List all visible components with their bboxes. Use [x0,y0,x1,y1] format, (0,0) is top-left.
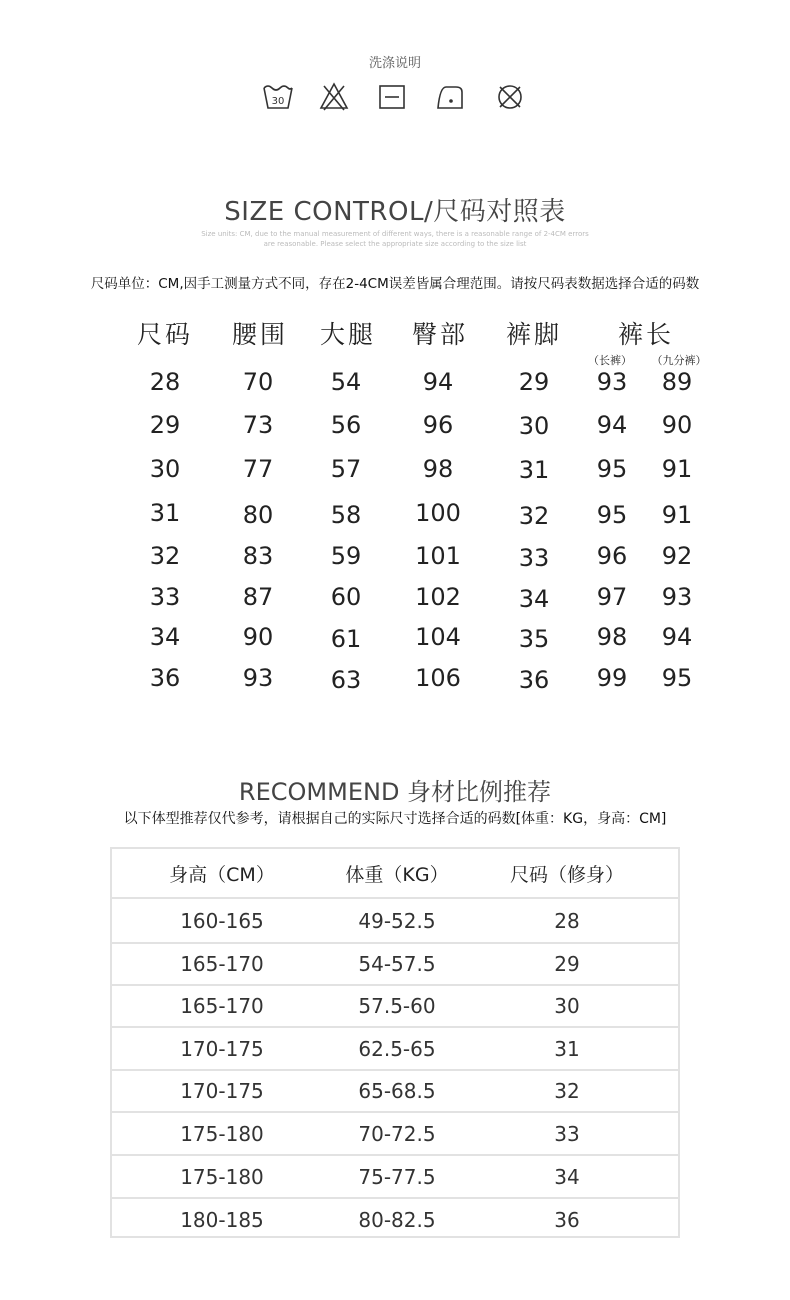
size-cell: 31 [518,456,550,484]
washing-title: 洗涤说明 [368,56,421,71]
header-length: 裤长 [617,320,675,349]
size-cell: 99 [596,664,628,692]
recommend-weight-cell: 80-82.5 [358,1208,436,1232]
header-height: 身高（CM） [169,863,275,886]
recommend-weight-cell: 49-52.5 [358,908,436,933]
recommend-row [112,1071,678,1113]
size-cell: 83 [242,542,274,570]
recommend-weight-cell: 57.5-60 [358,994,436,1018]
size-cell: 93 [596,368,628,396]
recommend-table [110,847,680,1238]
size-cell: 73 [242,411,274,439]
size-cell: 90 [661,411,693,439]
header-leg-opening: 裤脚 [505,320,563,349]
recommend-header-row [112,849,678,899]
size-cell: 89 [661,368,693,396]
size-cell: 92 [661,542,693,570]
recommend-height-cell: 170-175 [180,1036,264,1061]
recommend-size-cell: 30 [554,994,580,1018]
size-cell: 29 [518,368,550,396]
no-bleach-icon [318,78,350,114]
recommend-size-cell: 33 [554,1121,580,1146]
size-cell: 98 [596,623,628,651]
dry-flat-icon [376,78,408,114]
size-cell: 58 [330,501,362,529]
size-cell: 34 [149,623,181,651]
size-cell: 36 [149,664,181,692]
recommend-row [112,899,678,944]
recommend-weight-cell: 65-68.5 [358,1079,436,1103]
size-cell: 63 [330,666,362,694]
recommend-size-cell: 32 [554,1079,580,1103]
size-cell: 95 [596,455,628,483]
size-cell: 34 [518,585,550,613]
iron-low-icon [434,78,466,114]
size-cell: 100 [415,499,461,527]
size-cell: 29 [149,411,181,439]
size-cell: 33 [518,544,550,572]
washing-icons [262,78,532,118]
recommend-weight-cell: 62.5-65 [358,1036,436,1061]
recommend-row [112,1156,678,1199]
size-cell: 90 [242,623,274,651]
header-weight: 体重（KG） [345,863,449,886]
wash-30-icon [262,78,294,114]
size-cell: 32 [149,542,181,570]
size-cell: 93 [661,583,693,611]
recommend-row [112,944,678,986]
size-cell: 98 [422,455,454,483]
recommend-weight-cell: 75-77.5 [358,1164,436,1189]
size-cell: 77 [242,455,274,483]
header-slim-size: 尺码（修身） [509,863,624,886]
size-cell: 95 [661,664,693,692]
recommend-row [112,1113,678,1156]
size-cell: 95 [596,501,628,529]
size-cell: 57 [330,455,362,483]
sub-header-cropped-length: （九分裤） [651,354,707,367]
recommend-size-cell: 29 [554,952,580,976]
recommend-note: 以下体型推荐仅代参考，请根据自己的实际尺寸选择合适的码数[体重：KG，身高：CM] [123,811,667,827]
size-fine-print-line-1: Size units: CM, due to the manual measurement of different ways, there is a reasonable range of 2-4CM errors [201,230,589,238]
header-waist: 腰围 [231,320,289,349]
recommend-height-cell: 175-180 [180,1121,264,1146]
size-cell: 31 [149,499,181,527]
recommend-height-cell: 165-170 [180,952,264,976]
recommend-height-cell: 180-185 [180,1208,264,1232]
recommend-height-cell: 175-180 [180,1164,264,1189]
recommend-size-cell: 34 [554,1164,580,1189]
size-cell: 61 [330,625,362,653]
size-unit-note: 尺码单位：CM,因手工测量方式不同，存在2-4CM误差皆属合理范围。请按尺码表数据选择合适的码数 [90,276,700,292]
size-cell: 93 [242,664,274,692]
header-size: 尺码 [136,320,194,349]
size-cell: 59 [330,542,362,570]
recommend-height-cell: 165-170 [180,994,264,1018]
size-cell: 54 [330,368,362,396]
size-cell: 104 [415,623,461,651]
size-cell: 36 [518,666,550,694]
size-fine-print-line-2: are reasonable. Please select the appropriate size according to the size list [263,240,527,248]
size-cell: 94 [661,623,693,651]
size-cell: 96 [422,411,454,439]
size-cell: 30 [518,412,550,440]
svg-text:30: 30 [271,96,285,107]
recommend-row [112,1028,678,1071]
size-cell: 35 [518,625,550,653]
size-cell: 28 [149,368,181,396]
size-cell: 32 [518,502,550,530]
size-cell: 102 [415,583,461,611]
size-cell: 106 [415,664,461,692]
recommend-height-cell: 160-165 [180,908,264,933]
size-cell: 91 [661,501,693,529]
no-dry-clean-icon [494,78,526,114]
recommend-size-cell: 28 [554,908,580,933]
size-cell: 87 [242,583,274,611]
size-cell: 94 [422,368,454,396]
header-thigh: 大腿 [319,320,377,349]
recommend-title: RECOMMEND 身材比例推荐 [238,778,552,806]
header-hip: 臀部 [411,320,469,349]
size-cell: 30 [149,455,181,483]
sub-header-full-length: （长裤） [588,354,632,367]
size-cell: 70 [242,368,274,396]
size-cell: 80 [242,501,274,529]
size-cell: 94 [596,411,628,439]
size-cell: 91 [661,455,693,483]
size-cell: 101 [415,542,461,570]
size-control-title: SIZE CONTROL/尺码对照表 [224,197,566,227]
recommend-size-cell: 36 [554,1208,580,1232]
size-cell: 97 [596,583,628,611]
size-chart-table [0,315,790,705]
size-cell: 96 [596,542,628,570]
recommend-weight-cell: 70-72.5 [358,1121,436,1146]
recommend-size-cell: 31 [554,1036,580,1061]
recommend-height-cell: 170-175 [180,1079,264,1103]
recommend-row [112,1199,678,1241]
recommend-row [112,986,678,1028]
size-cell: 33 [149,583,181,611]
size-cell: 60 [330,583,362,611]
recommend-weight-cell: 54-57.5 [358,952,436,976]
size-cell: 56 [330,411,362,439]
